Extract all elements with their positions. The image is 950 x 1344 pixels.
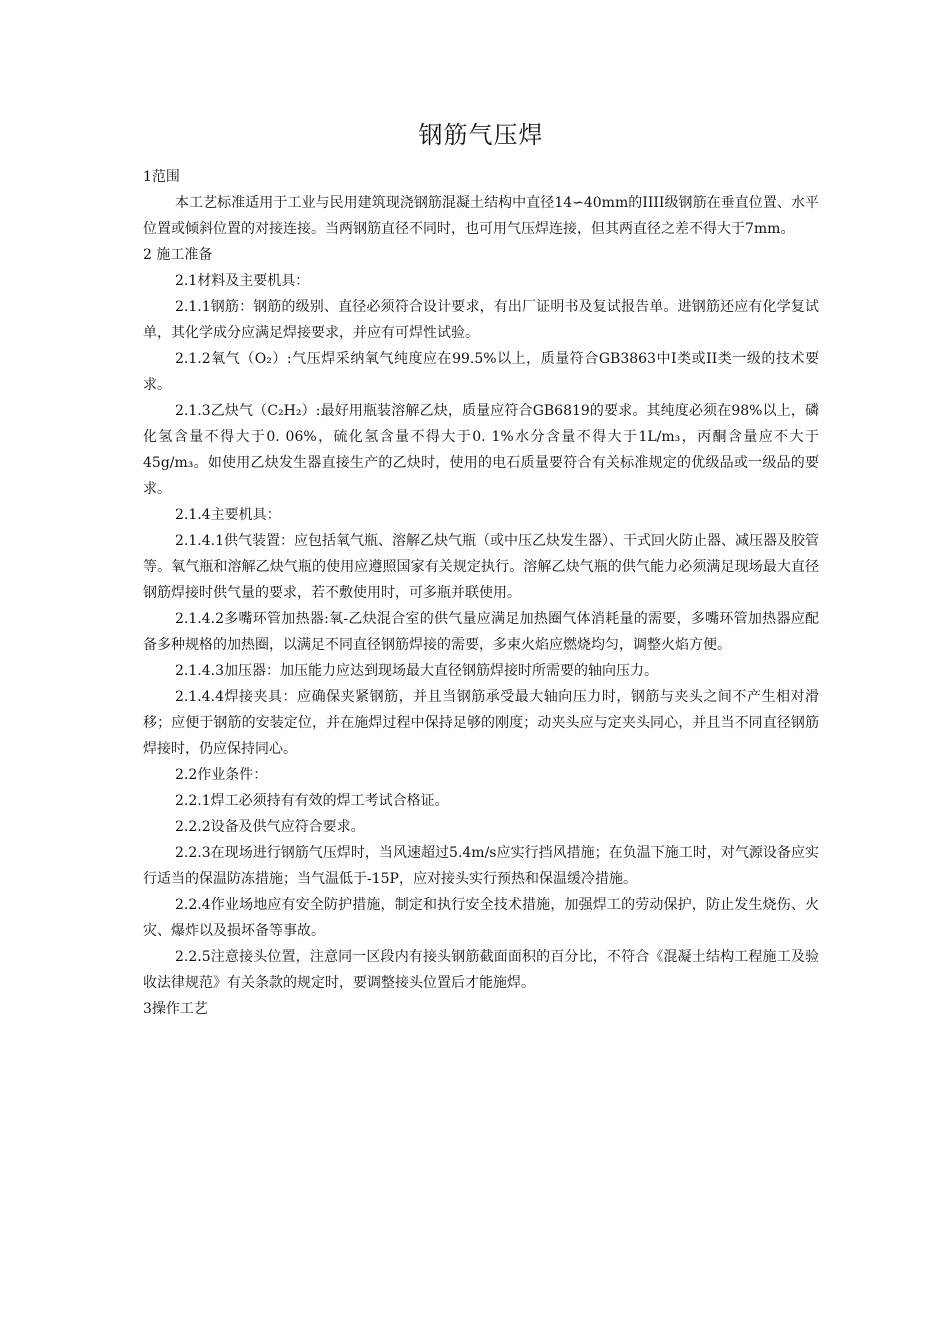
subheading-2-1: 2.1材料及主要机具： [175, 273, 310, 289]
section-heading-3: 3操作工艺 [143, 1001, 208, 1017]
paragraph-2-2-4: 2.2.4作业场地应有安全防护措施，制定和执行安全技术措施，加强焊工的劳动保护，防止发生烧伤、火灾、爆炸以及损坏备等事故。 [143, 897, 819, 939]
paragraph-2-2-2: 2.2.2设备及供气应符合要求。 [175, 819, 365, 835]
paragraph-2-1-2: 2.1.2氧气（O₂）:气压焊采纳氧气纯度应在99.5%以上，质量符合GB3863中I类或II类一级的技术要求。 [143, 351, 819, 393]
section-heading-1: 1范围 [143, 169, 180, 185]
paragraph-2-1-4-1: 2.1.4.1供气装置：应包括氧气瓶、溶解乙炔气瓶（或中压乙炔发生器）、干式回火防止器、减压器及胶管等。氧气瓶和溶解乙炔气瓶的使用应遵照国家有关规定执行。溶解乙炔气瓶的供气能力必须满足现场最大直径钢筋焊接时供气量的要求，若不敷使用时，可多瓶并联使用。 [143, 533, 819, 601]
paragraph-2-2-5: 2.2.5注意接头位置，注意同一区段内有接头钢筋截面面积的百分比，不符合《混凝土结构工程施工及验收法律规范》有关条款的规定时，要调整接头位置后才能施焊。 [143, 949, 819, 991]
document-title: 钢筋气压焊 [418, 121, 544, 149]
paragraph-2-1-4-2: 2.1.4.2多嘴环管加热器:氧-乙炔混合室的供气量应满足加热圈气体消耗量的需要，多嘴环管加热器应配备多种规格的加热圈，以满足不同直径钢筋焊接的需要，多束火焰应燃烧均匀，调整火焰方便。 [143, 611, 819, 653]
subheading-2-2: 2.2作业条件： [175, 767, 268, 783]
paragraph-2-2-3: 2.2.3在现场进行钢筋气压焊时，当风速超过5.4m/s应实行挡风措施；在负温下施工时，对气源设备应实行适当的保温防冻措施；当气温低于-15P，应对接头实行预热和保温缓冷措施。 [143, 845, 819, 887]
paragraph-2-2-1: 2.2.1焊工必须持有有效的焊工考试合格证。 [175, 793, 449, 809]
document-page [143, 118, 819, 1022]
paragraph-2-1-3: 2.1.3乙炔气（C₂H₂）:最好用瓶装溶解乙炔，质量应符合GB6819的要求。其纯度必须在98%以上，磷化氢含量不得大于0. 06%，硫化氢含量不得大于0. 1%水分含量不得大于1L/m₃，丙酮含量应不大于45g/m₃。如使用乙炔发生器直接生产的乙炔时，使用的电石质量要符合有关标准规定的优级品或一级品的要求。 [143, 403, 819, 497]
paragraph-2-1-4-4: 2.1.4.4焊接夹具：应确保夹紧钢筋，并且当钢筋承受最大轴向压力时，钢筋与夹头之间不产生相对滑移；应便于钢筋的安装定位，并在施焊过程中保持足够的刚度；动夹头应与定夹头同心，并且当不同直径钢筋焊接时，仍应保持同心。 [143, 689, 819, 757]
paragraph-scope: 本工艺标准适用于工业与民用建筑现浇钢筋混凝土结构中直径14∽40mm的IIII级钢筋在垂直位置、水平位置或倾斜位置的对接连接。当两钢筋直径不同时，也可用气压焊连接，但其两直径之差不得大于7mm。 [143, 195, 819, 237]
section-heading-2: 2 施工准备 [143, 247, 213, 263]
subheading-2-1-4: 2.1.4主要机具： [175, 507, 281, 523]
paragraph-2-1-1: 2.1.1钢筋：钢筋的级别、直径必须符合设计要求，有出厂证明书及复试报告单。进钢筋还应有化学复试单，其化学成分应满足焊接要求，并应有可焊性试验。 [143, 299, 819, 341]
paragraph-2-1-4-3: 2.1.4.3加压器：加压能力应达到现场最大直径钢筋焊接时所需要的轴向压力。 [175, 663, 658, 679]
